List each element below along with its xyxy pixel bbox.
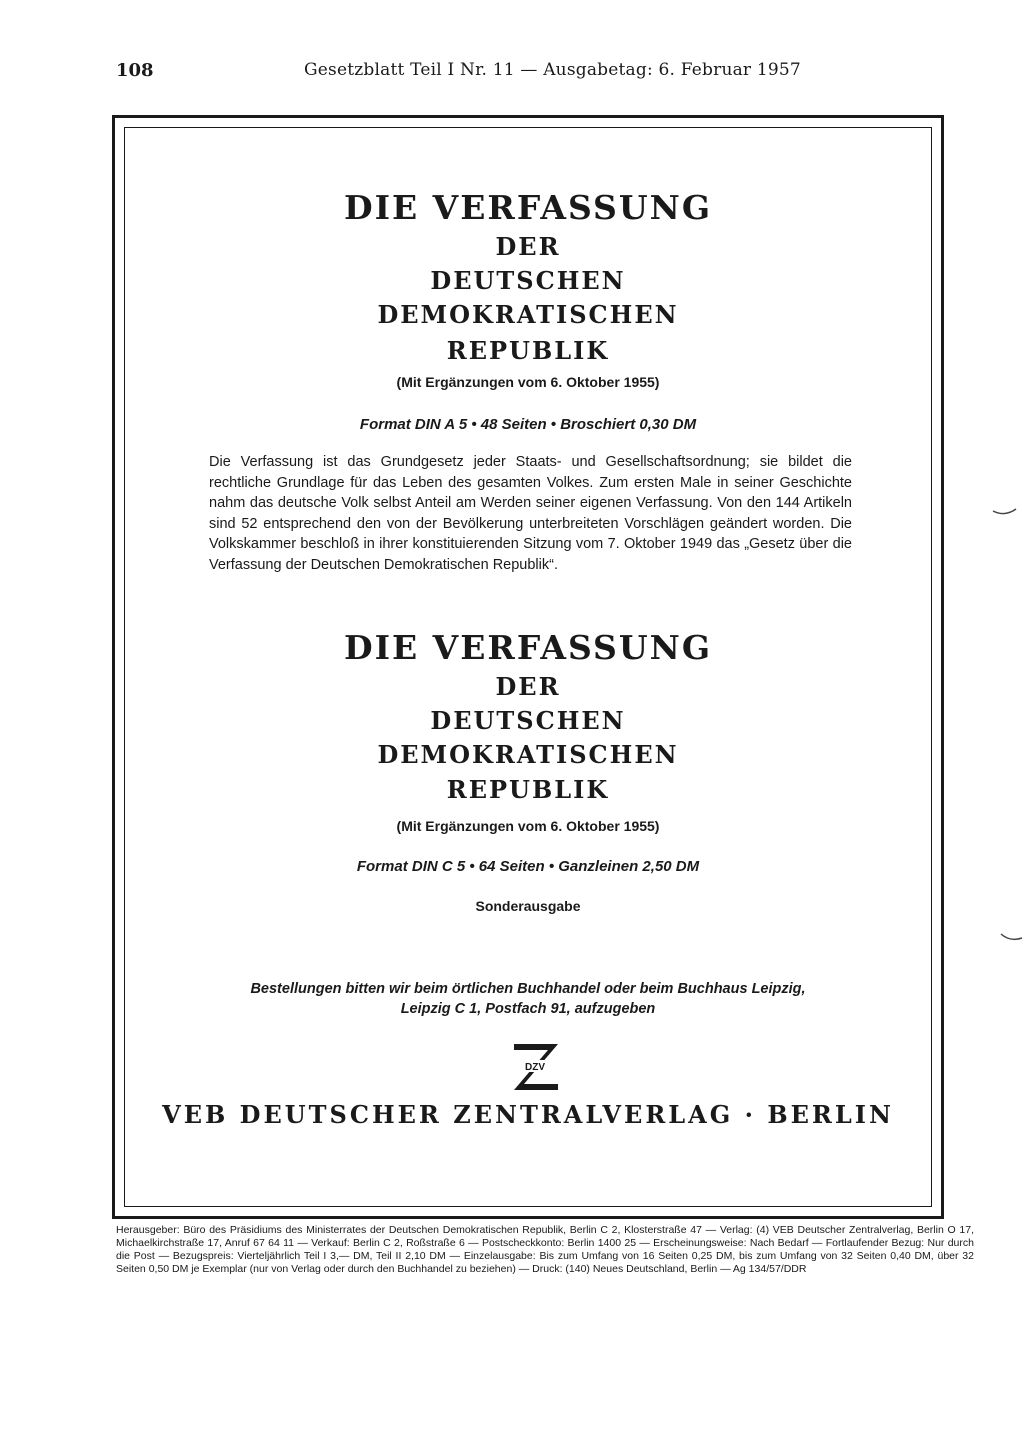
ad1-title-republik: REPUBLIK xyxy=(446,336,610,365)
publisher-logo-icon xyxy=(510,1040,562,1092)
ad2-edition: Sonderausgabe xyxy=(475,898,581,914)
ad1-description: Die Verfassung ist das Grundgesetz jeder Staats- und Gesellschaftsordnung; sie bildet die rechtliche Grundlage für das Leben des gesamten Volkes. Zum ersten Male in seiner Geschichte nahm das deutsche Volk selbst Anteil am Werden seiner eigenen Verfassung. Von den 144 Artikeln sind 52 entsprechend den von der Bevölkerung unterbreiteten Vorschlägen geändert worden. Die Volkskammer beschloß in ihrer konstituierenden Sitzung vom 7. Oktober 1949 das „Gesetz über die Verfassung der Deutschen Demokratischen Republik“. xyxy=(209,454,852,573)
ad2-title-republik: REPUBLIK xyxy=(446,775,610,804)
ad1-title: DIE VERFASSUNG xyxy=(343,188,713,227)
ad1-title-demokratischen: DEMOKRATISCHEN xyxy=(377,300,679,329)
ad2-format: Format DIN C 5 • 64 Seiten • Ganzleinen 2,50 DM xyxy=(356,858,700,875)
page-header xyxy=(0,60,1024,84)
ad1-title-deutschen: DEUTSCHEN xyxy=(430,266,626,295)
ad2-title-der: DER xyxy=(495,672,561,701)
imprint-footer: Herausgeber: Büro des Präsidiums des Ministerrates der Deutschen Demokratischen Republik, Berlin C 2, Klosterstraße 47 — Verlag: (4) VEB Deutscher Zentralverlag, Berlin O 17, Michaelkirchstraße 17, Anruf 67 64 11 — Verkauf: Berlin C 2, Roßstraße 6 — Postscheckkonto: Berlin 1400 25 — Erscheinungsweise: Nach Bedarf — Fortlaufender Bezug: Nur durch die Post — Bezugspreis: Vierteljährlich Teil I 3,— DM, Teil II 2,10 DM — Einzelausgabe: Bis zum Umfang von 16 Seiten 0,25 DM, bis zum Umfang von 32 Seiten 0,40 DM, über 32 Seiten 0,50 DM je Exemplar (nur von Verlag oder durch den Buchhandel zu beziehen) — Druck: (140) Neues Deutschland, Berlin — Ag 134/57/DDR xyxy=(116,1224,974,1275)
ad2-title-deutschen: DEUTSCHEN xyxy=(430,706,626,735)
page-number: 108 xyxy=(116,60,154,81)
orders-line-2: Leipzig C 1, Postfach 91, aufzugeben xyxy=(400,1001,656,1017)
ad2-title: DIE VERFASSUNG xyxy=(343,628,713,667)
ad1-title-der: DER xyxy=(495,232,561,261)
ad1-format: Format DIN A 5 • 48 Seiten • Broschiert 0,30 DM xyxy=(359,416,697,433)
ad2-note: (Mit Ergänzungen vom 6. Oktober 1955) xyxy=(396,818,660,834)
publisher-logo-text: DZV xyxy=(525,1062,545,1073)
running-title: Gesetzblatt Teil I Nr. 11 — Ausgabetag: 6. Februar 1957 xyxy=(304,60,801,80)
orders-line-1: Bestellungen bitten wir beim örtlichen Buchhandel oder beim Buchhaus Leipzig, xyxy=(250,981,806,997)
margin-mark-1 xyxy=(992,505,1018,519)
ad1-note: (Mit Ergänzungen vom 6. Oktober 1955) xyxy=(396,374,660,390)
margin-mark-2 xyxy=(1000,930,1024,944)
ad2-title-demokratischen: DEMOKRATISCHEN xyxy=(377,740,679,769)
publisher-name: VEB DEUTSCHER ZENTRALVERLAG · BERLIN xyxy=(162,1100,894,1129)
